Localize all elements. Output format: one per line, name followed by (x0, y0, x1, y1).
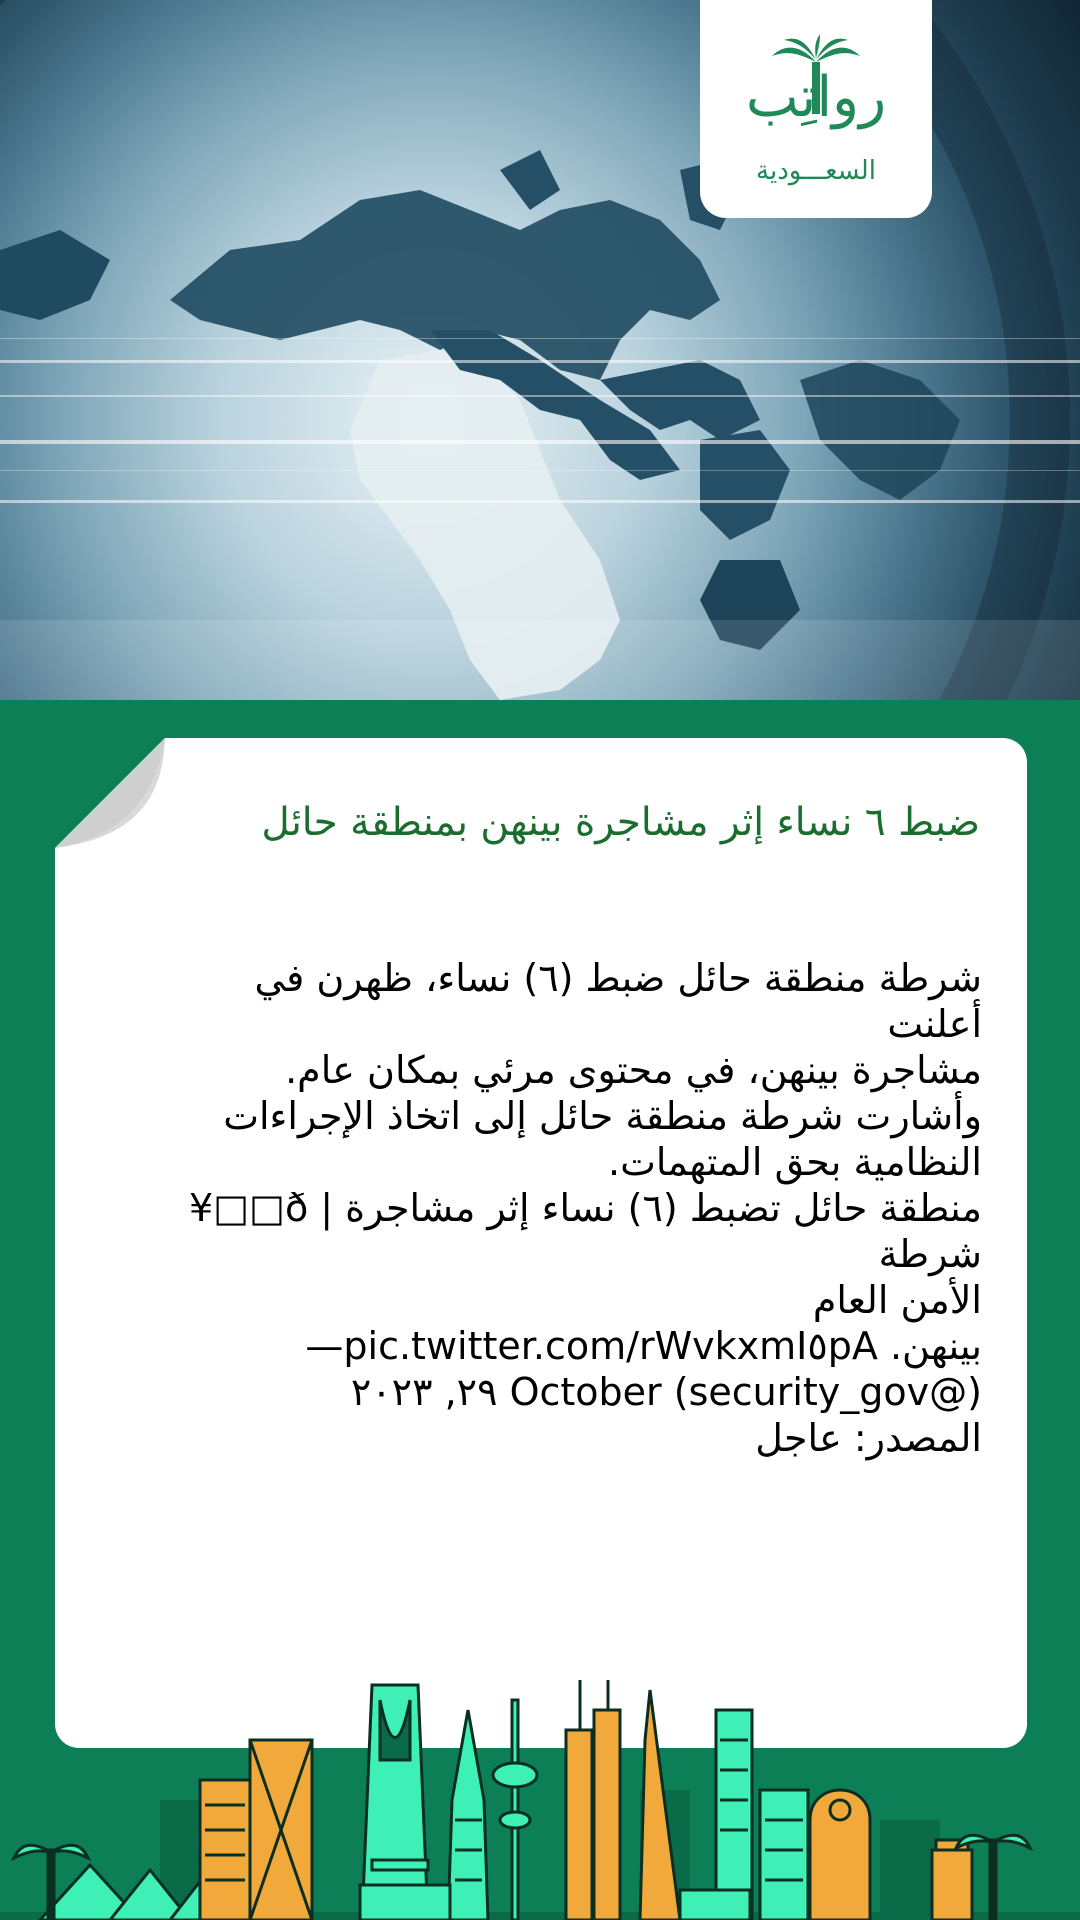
article-body (120, 955, 982, 1461)
article-line: النظامية بحق المتهمات. (608, 1140, 982, 1184)
article-title: ضبط ٦ نساء إثر مشاجرة بينهن بمنطقة حائل (261, 800, 980, 845)
article-line: (@security_gov) October ٢٩, ٢٠٢٣ (350, 1370, 982, 1414)
article-line: مشاجرة بينهن، في محتوى مرئي بمكان عام. (285, 1048, 982, 1092)
globe-hero-image (0, 0, 1080, 700)
article-line: المصدر: عاجل (755, 1416, 982, 1460)
logo-wordmark: رواتِب (745, 65, 887, 130)
logo-subtitle: السعـــودية (756, 156, 876, 186)
article-line: بينهن. pic.twitter.com/rWvkxmI٥pA— (305, 1324, 982, 1368)
logo-card (700, 0, 932, 218)
article-line: شرطة (878, 1232, 982, 1276)
article-line: وأشارت شرطة منطقة حائل إلى اتخاذ الإجراءات (223, 1094, 982, 1138)
city-skyline-illustration (0, 1680, 1080, 1920)
article-line: أعلنت (887, 1002, 982, 1046)
article-line: الأمن العام (812, 1278, 982, 1322)
article-line: شرطة منطقة حائل ضبط (٦) نساء، ظهرن في (254, 956, 982, 1000)
article-line: منطقة حائل تضبط (٦) نساء إثر مشاجرة | ð□□¥ (188, 1186, 982, 1230)
